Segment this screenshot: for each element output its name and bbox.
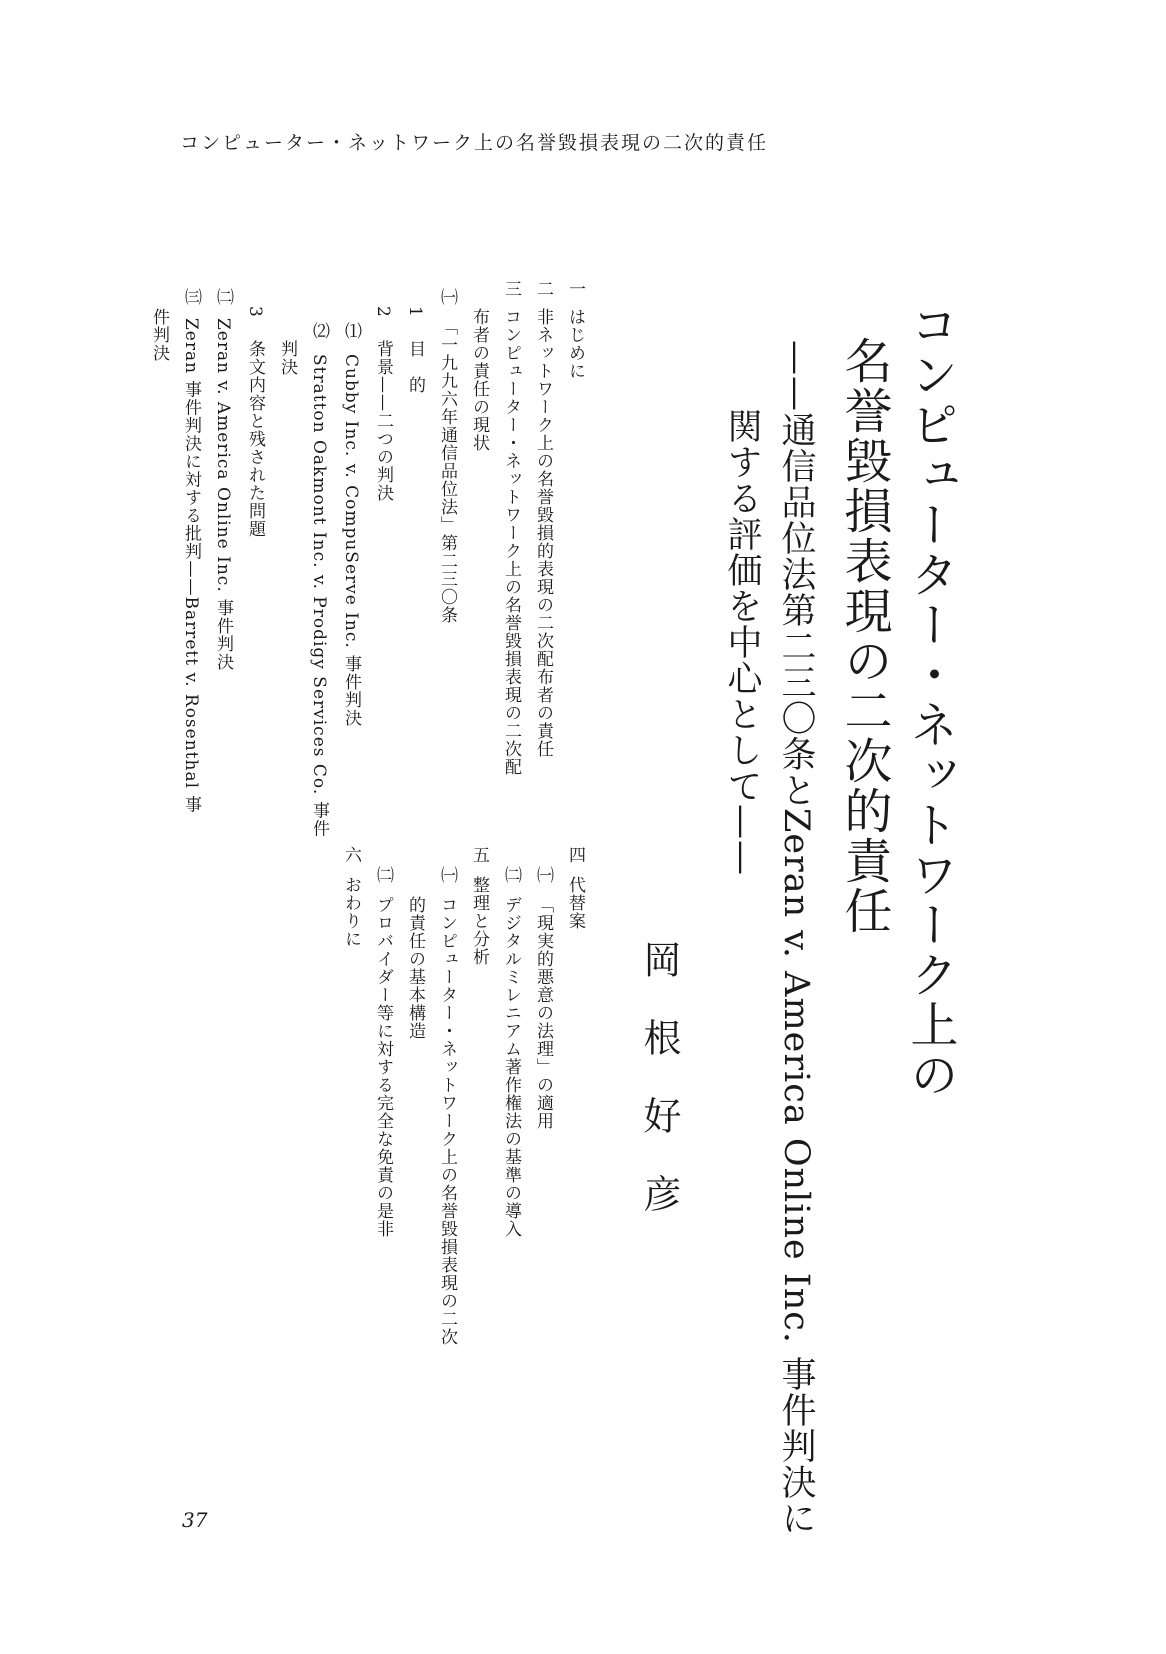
toc-lower-text: 的責任の基本構造 [405,896,425,1040]
toc-upper-marker: 2 [373,306,393,318]
toc-upper-marker: 一 [565,280,585,298]
toc-upper-text: 背景——二つの判決 [373,340,393,502]
toc-upper-marker: ⑴ [341,322,361,340]
article-title-line-2: 名誉毀損表現の二次的責任 [836,336,892,936]
toc-upper-marker: ⑵ [309,322,329,340]
page-number: 37 [182,1508,208,1532]
toc-upper-marker: 1 [405,306,425,318]
author-name: 岡根好彦 [637,940,681,1252]
toc-upper-marker: 3 [245,306,265,318]
article-title-line-1: コンピューター・ネットワーク上の [902,300,958,1100]
toc-upper-marker: ㈢ [181,288,201,306]
toc-upper-text: 目 的 [405,340,425,394]
toc-lower-marker: ㈠ [437,866,457,884]
toc-upper-text: 布者の責任の現状 [469,308,489,452]
toc-upper-text: Zeran 事件判決に対する批判——Barrett v. Rosenthal 事 [181,318,201,814]
toc-upper-marker: ㈡ [213,288,233,306]
toc-lower-marker: 六 [341,846,361,864]
toc-upper-text: はじめに [565,308,585,380]
toc-upper-marker: 三 [501,280,521,298]
toc-upper-text: Stratton Oakmont Inc. v. Prodigy Services Co. 事件 [309,354,329,838]
toc-lower-marker: ㈡ [373,866,393,884]
toc-lower-text: プロバイダー等に対する完全な免責の是非 [373,896,393,1238]
toc-upper-marker: 二 [533,280,553,298]
toc-lower-text: デジタルミレニアム著作権法の基準の導入 [501,896,521,1238]
toc-upper-text: Zeran v. America Online Inc. 事件判決 [213,318,233,672]
toc-lower-marker: 四 [565,846,585,864]
toc-lower-marker: ㈠ [533,866,553,884]
article-subtitle-line-2: 関する評価を中心として—— [722,408,762,876]
toc-lower-marker: 五 [469,846,489,864]
toc-upper-text: コンピューター・ネットワーク上の名誉毀損表現の二次配 [501,308,521,776]
running-header: コンピューター・ネットワーク上の名誉毀損表現の二次的責任 [180,132,769,154]
toc-lower-text: おわりに [341,876,361,948]
toc-upper-marker: ㈠ [437,288,457,306]
toc-lower-text: 「現実的悪意の法理」の適用 [533,896,553,1130]
toc-upper-text: Cubby Inc. v. CompuServe Inc. 事件判決 [341,354,361,728]
toc-upper-text: 非ネットワーク上の名誉毀損的表現の二次配布者の責任 [533,308,553,758]
toc-lower-text: 整理と分析 [469,876,489,966]
article-subtitle-line-1: ——通信品位法第二三〇条とZeran v. America Online Inc. 事件判決に [776,340,816,1537]
toc-upper-text: 「一九九六年通信品位法」第二三〇条 [437,318,457,624]
toc-lower-marker: ㈡ [501,866,521,884]
toc-upper-text: 件判決 [149,308,169,362]
toc-lower-text: 代替案 [565,876,585,930]
toc-upper-text: 条文内容と残された問題 [245,340,265,538]
toc-lower-text: コンピューター・ネットワーク上の名誉毀損表現の二次 [437,896,457,1346]
toc-upper-text: 判決 [277,340,297,376]
